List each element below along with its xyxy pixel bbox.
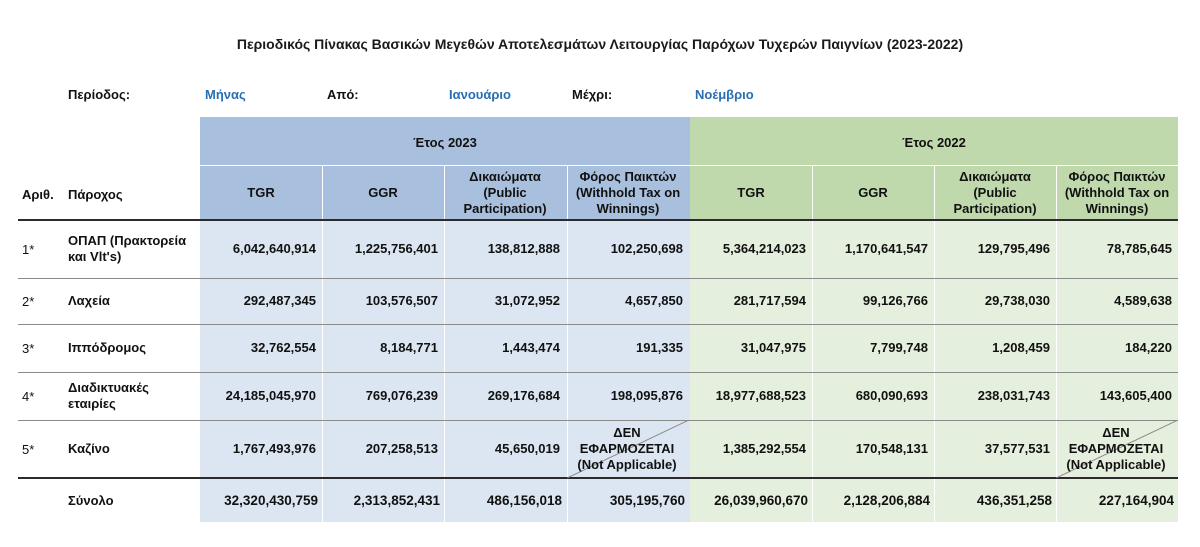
provider-name: Ιππόδρομος xyxy=(68,340,146,355)
value-cell: 1,225,756,401 xyxy=(354,241,438,256)
page-title: Περιοδικός Πίνακας Βασικών Μεγεθών Αποτελεσμάτων Λειτουργίας Παρόχων Τυχερών Παιγνίων (2023-2022) xyxy=(236,36,964,52)
metric-header: TGR xyxy=(247,185,275,200)
metric-header: Δικαιώματα (Public Participation) xyxy=(953,169,1037,216)
value-cell: 138,812,888 xyxy=(487,241,560,256)
value-cell: 45,650,019 xyxy=(494,441,560,456)
total-value: 2,128,206,884 xyxy=(843,492,930,508)
value-cell: 99,126,766 xyxy=(862,293,928,308)
period-value: Μήνας xyxy=(205,87,246,102)
total-value: 486,156,018 xyxy=(486,492,562,508)
value-cell: 37,577,531 xyxy=(984,441,1050,456)
value-cell: 129,795,496 xyxy=(977,241,1050,256)
value-cell: 1,443,474 xyxy=(502,340,560,355)
not-applicable-cell: ΔΕΝ ΕΦΑΡΜΟΖΕΤΑΙ (Not Applicable) xyxy=(577,425,677,472)
total-value: 32,320,430,759 xyxy=(224,492,318,508)
value-cell: 78,785,645 xyxy=(1106,241,1172,256)
value-cell: 1,208,459 xyxy=(992,340,1050,355)
year-2022-label: Έτος 2022 xyxy=(902,135,966,150)
value-cell: 198,095,876 xyxy=(610,388,683,403)
value-cell: 6,042,640,914 xyxy=(232,241,316,256)
metric-header: Δικαιώματα (Public Participation) xyxy=(463,169,547,216)
total-label: Σύνολο xyxy=(68,492,114,508)
value-cell: 1,767,493,976 xyxy=(232,441,316,456)
value-cell: 1,170,641,547 xyxy=(844,241,928,256)
from-value: Ιανουάριο xyxy=(449,87,511,102)
value-cell: 29,738,030 xyxy=(984,293,1050,308)
total-value: 227,164,904 xyxy=(1098,492,1174,508)
value-cell: 102,250,698 xyxy=(610,241,683,256)
value-cell: 207,258,513 xyxy=(365,441,438,456)
row-number: 2* xyxy=(22,293,35,309)
total-value: 305,195,760 xyxy=(609,492,685,508)
provider-name: Καζίνο xyxy=(68,441,110,456)
value-cell: 24,185,045,970 xyxy=(225,388,316,403)
value-cell: 769,076,239 xyxy=(365,388,438,403)
value-cell: 31,047,975 xyxy=(740,340,806,355)
value-cell: 103,576,507 xyxy=(365,293,438,308)
provider-name: Διαδικτυακές εταιρίες xyxy=(68,380,149,411)
value-cell: 4,589,638 xyxy=(1114,293,1172,308)
value-cell: 269,176,684 xyxy=(487,388,560,403)
period-label: Περίοδος: xyxy=(68,87,131,102)
value-cell: 18,977,688,523 xyxy=(715,388,806,403)
row-number: 4* xyxy=(22,388,35,404)
value-cell: 1,385,292,554 xyxy=(722,441,806,456)
from-label: Από: xyxy=(327,87,359,102)
total-value: 26,039,960,670 xyxy=(714,492,808,508)
value-cell: 292,487,345 xyxy=(243,293,316,308)
metric-header: GGR xyxy=(368,185,398,200)
not-applicable-cell: ΔΕΝ ΕΦΑΡΜΟΖΕΤΑΙ (Not Applicable) xyxy=(1066,425,1166,472)
value-cell: 281,717,594 xyxy=(733,293,806,308)
row-number: 5* xyxy=(22,441,35,457)
value-cell: 680,090,693 xyxy=(855,388,928,403)
metric-header: TGR xyxy=(737,185,765,200)
total-value: 2,313,852,431 xyxy=(353,492,440,508)
row-number: 1* xyxy=(22,241,35,257)
total-value: 436,351,258 xyxy=(976,492,1052,508)
provider-name: ΟΠΑΠ (Πρακτορεία και Vlt's) xyxy=(68,233,187,264)
value-cell: 8,184,771 xyxy=(380,340,438,355)
metric-header: Φόρος Παικτών (Withhold Tax on Winnings) xyxy=(1064,169,1170,216)
row-number: 3* xyxy=(22,340,35,356)
col-provider-header: Πάροχος xyxy=(68,186,123,202)
value-cell: 143,605,400 xyxy=(1099,388,1172,403)
col-num-header: Αριθ. xyxy=(22,186,54,202)
year-2023-label: Έτος 2023 xyxy=(413,135,477,150)
value-cell: 4,657,850 xyxy=(625,293,683,308)
value-cell: 238,031,743 xyxy=(977,388,1050,403)
metric-header: GGR xyxy=(858,185,888,200)
metric-header: Φόρος Παικτών (Withhold Tax on Winnings) xyxy=(575,169,681,216)
value-cell: 191,335 xyxy=(636,340,683,355)
to-value: Νοέμβριο xyxy=(695,87,754,102)
provider-name: Λαχεία xyxy=(68,293,110,308)
value-cell: 5,364,214,023 xyxy=(722,241,806,256)
value-cell: 31,072,952 xyxy=(494,293,560,308)
value-cell: 170,548,131 xyxy=(855,441,928,456)
value-cell: 32,762,554 xyxy=(250,340,316,355)
value-cell: 7,799,748 xyxy=(870,340,928,355)
to-label: Μέχρι: xyxy=(572,87,613,102)
value-cell: 184,220 xyxy=(1125,340,1172,355)
